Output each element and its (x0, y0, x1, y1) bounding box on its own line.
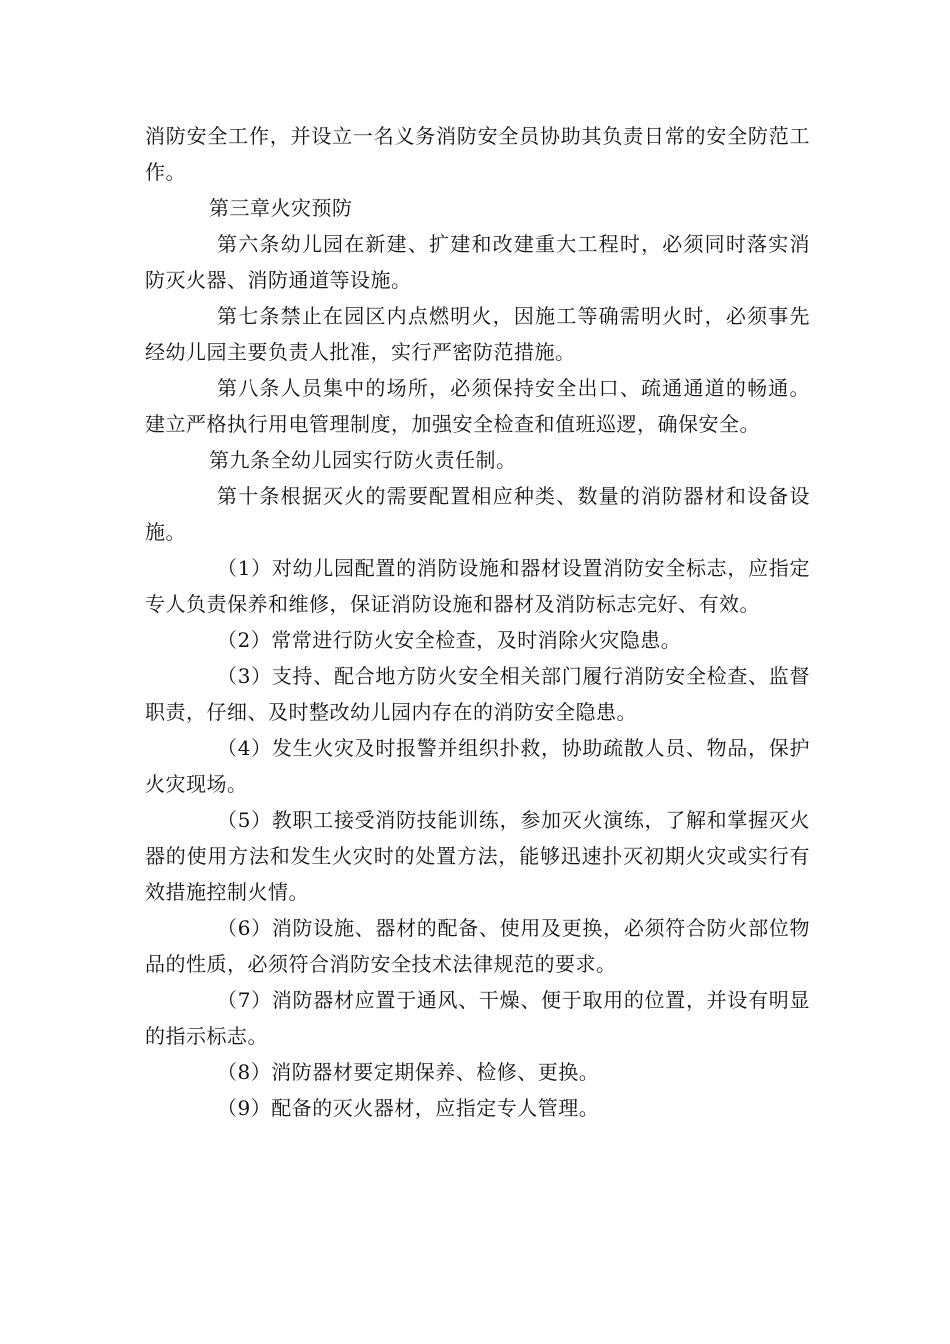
list-item-6: （6）消防设施、器材的配备、使用及更换，必须符合防火部位物品的性质，必须符合消防安全技术法律规范的要求。 (145, 916, 810, 976)
list-item-8: （8）消防器材要定期保养、检修、更换。 (217, 1060, 600, 1084)
article-7: 第七条禁止在园区内点燃明火，因施工等确需明火时，必须事先经幼儿园主要负责人批准，实行严密防范措施。 (145, 304, 810, 364)
paragraph-continuation: 消防安全工作，并设立一名义务消防安全员协助其负责日常的安全防范工作。 (145, 124, 810, 184)
list-item-4: （4）发生火灾及时报警并组织扑救，协助疏散人员、物品，保护火灾现场。 (145, 736, 810, 796)
list-item-5: （5）教职工接受消防技能训练，参加灭火演练，了解和掌握灭火器的使用方法和发生火灾时的处置方法，能够迅速扑灭初期火灾或实行有效措施控制火情。 (145, 808, 810, 904)
document-body (145, 118, 810, 1126)
list-item-3: （3）支持、配合地方防火安全相关部门履行消防安全检查、监督职责，仔细、及时整改幼儿园内存在的消防安全隐患。 (145, 664, 810, 724)
article-10: 第十条根据灭火的需要配置相应种类、数量的消防器材和设备设施。 (145, 484, 810, 544)
list-item-9: （9）配备的灭火器材，应指定专人管理。 (217, 1096, 600, 1120)
article-8: 第八条人员集中的场所，必须保持安全出口、疏通通道的畅通。建立严格执行用电管理制度，加强安全检查和值班巡逻，确保安全。 (145, 376, 810, 436)
chapter-heading: 第三章火灾预防 (209, 196, 353, 220)
list-item-2: （2）常常进行防火安全检查，及时消除火灾隐患。 (217, 628, 682, 652)
list-item-7: （7）消防器材应置于通风、干燥、便于取用的位置，并设有明显的指示标志。 (145, 988, 810, 1048)
article-9: 第九条全幼儿园实行防火责任制。 (209, 448, 517, 472)
article-6: 第六条幼儿园在新建、扩建和改建重大工程时，必须同时落实消防灭火器、消防通道等设施。 (145, 232, 810, 292)
list-item-1: （1）对幼儿园配置的消防设施和器材设置消防安全标志，应指定专人负责保养和维修，保证消防设施和器材及消防标志完好、有效。 (145, 556, 810, 616)
